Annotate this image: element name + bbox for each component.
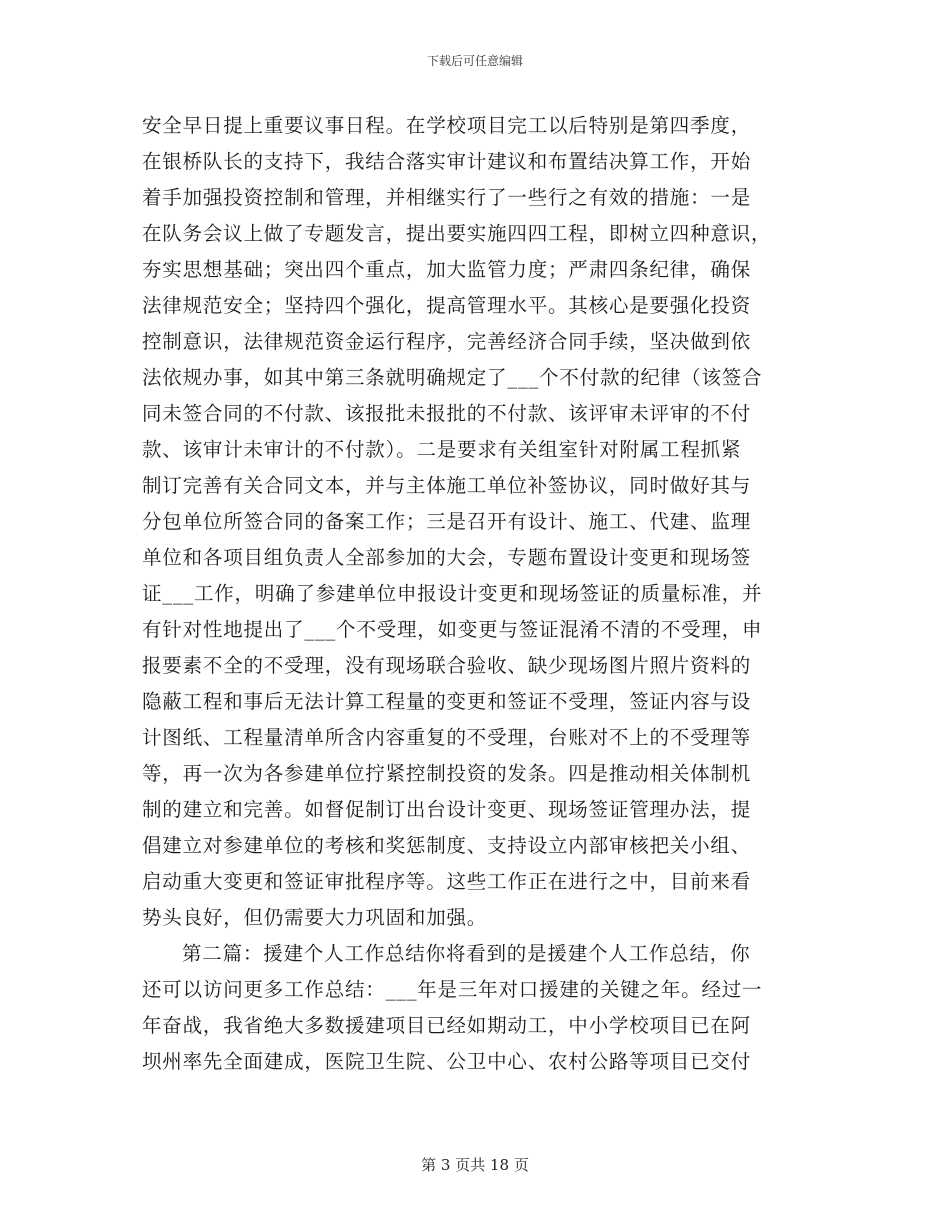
text-line: 款、该审计未审计的不付款）。二是要求有关组室针对附属工程抓紧 <box>142 438 742 461</box>
text-line: 势头良好，但仍需要大力巩固和加强。 <box>142 906 488 929</box>
text-line: 报要素不全的不受理，没有现场联合验收、缺少现场图片照片资料的 <box>142 654 752 677</box>
text-line: 安全早日提上重要议事日程。在学校项目完工以后特别是第四季度， <box>142 114 752 137</box>
text-line: 坝州率先全面建成，医院卫生院、公卫中心、农村公路等项目已交付 <box>142 1050 752 1073</box>
text-line: 年奋战，我省绝大多数援建项目已经如期动工，中小学校项目已在阿 <box>142 1014 752 1037</box>
page-header: 下载后可任意编辑 <box>426 54 523 68</box>
text-line: 法依规办事，如其中第三条就明确规定了___个不付款的纪律（该签合 <box>142 366 763 389</box>
text-line: 在银桥队长的支持下，我结合落实审计建议和布置结决算工作，开始 <box>142 150 752 173</box>
text-line-indented: 第二篇：援建个人工作总结你将看到的是援建个人工作总结，你 <box>182 942 751 965</box>
text-line: 倡建立对参建单位的考核和奖惩制度、支持设立内部审核把关小组、 <box>142 834 752 857</box>
text-line: 制订完善有关合同文本，并与主体施工单位补签协议，同时做好其与 <box>142 474 752 497</box>
text-line: 在队务会议上做了专题发言，提出要实施四四工程，即树立四种意识， <box>142 222 772 245</box>
text-line: 法律规范安全；坚持四个强化，提高管理水平。其核心是要强化投资 <box>142 294 752 317</box>
text-line: 启动重大变更和签证审批程序等。这些工作正在进行之中，目前来看 <box>142 870 752 893</box>
page-footer: 第 3 页共 18 页 <box>421 1156 529 1174</box>
text-line: 还可以访问更多工作总结：___年是三年对口援建的关键之年。经过一 <box>142 978 763 1001</box>
text-line: 等，再一次为各参建单位拧紧控制投资的发条。四是推动相关体制机 <box>142 762 752 785</box>
text-line: 有针对性地提出了___个不受理，如变更与签证混淆不清的不受理，申 <box>142 618 763 641</box>
text-line: 证___工作，明确了参建单位申报设计变更和现场签证的质量标准，并 <box>142 582 763 605</box>
text-line: 同未签合同的不付款、该报批未报批的不付款、该评审未评审的不付 <box>142 402 752 425</box>
document-body <box>142 108 802 1080</box>
text-line: 控制意识，法律规范资金运行程序，完善经济合同手续，坚决做到依 <box>142 330 752 353</box>
text-line: 着手加强投资控制和管理，并相继实行了一些行之有效的措施：一是 <box>142 186 752 209</box>
text-line: 夯实思想基础；突出四个重点，加大监管力度；严肃四条纪律，确保 <box>142 258 752 281</box>
text-line: 隐蔽工程和事后无法计算工程量的变更和签证不受理，签证内容与设 <box>142 690 752 713</box>
text-line: 制的建立和完善。如督促制订出台设计变更、现场签证管理办法，提 <box>142 798 752 821</box>
text-line: 分包单位所签合同的备案工作；三是召开有设计、施工、代建、监理 <box>142 510 752 533</box>
text-line: 计图纸、工程量清单所含内容重复的不受理，台账对不上的不受理等 <box>142 726 752 749</box>
text-line: 单位和各项目组负责人全部参加的大会，专题布置设计变更和现场签 <box>142 546 752 569</box>
